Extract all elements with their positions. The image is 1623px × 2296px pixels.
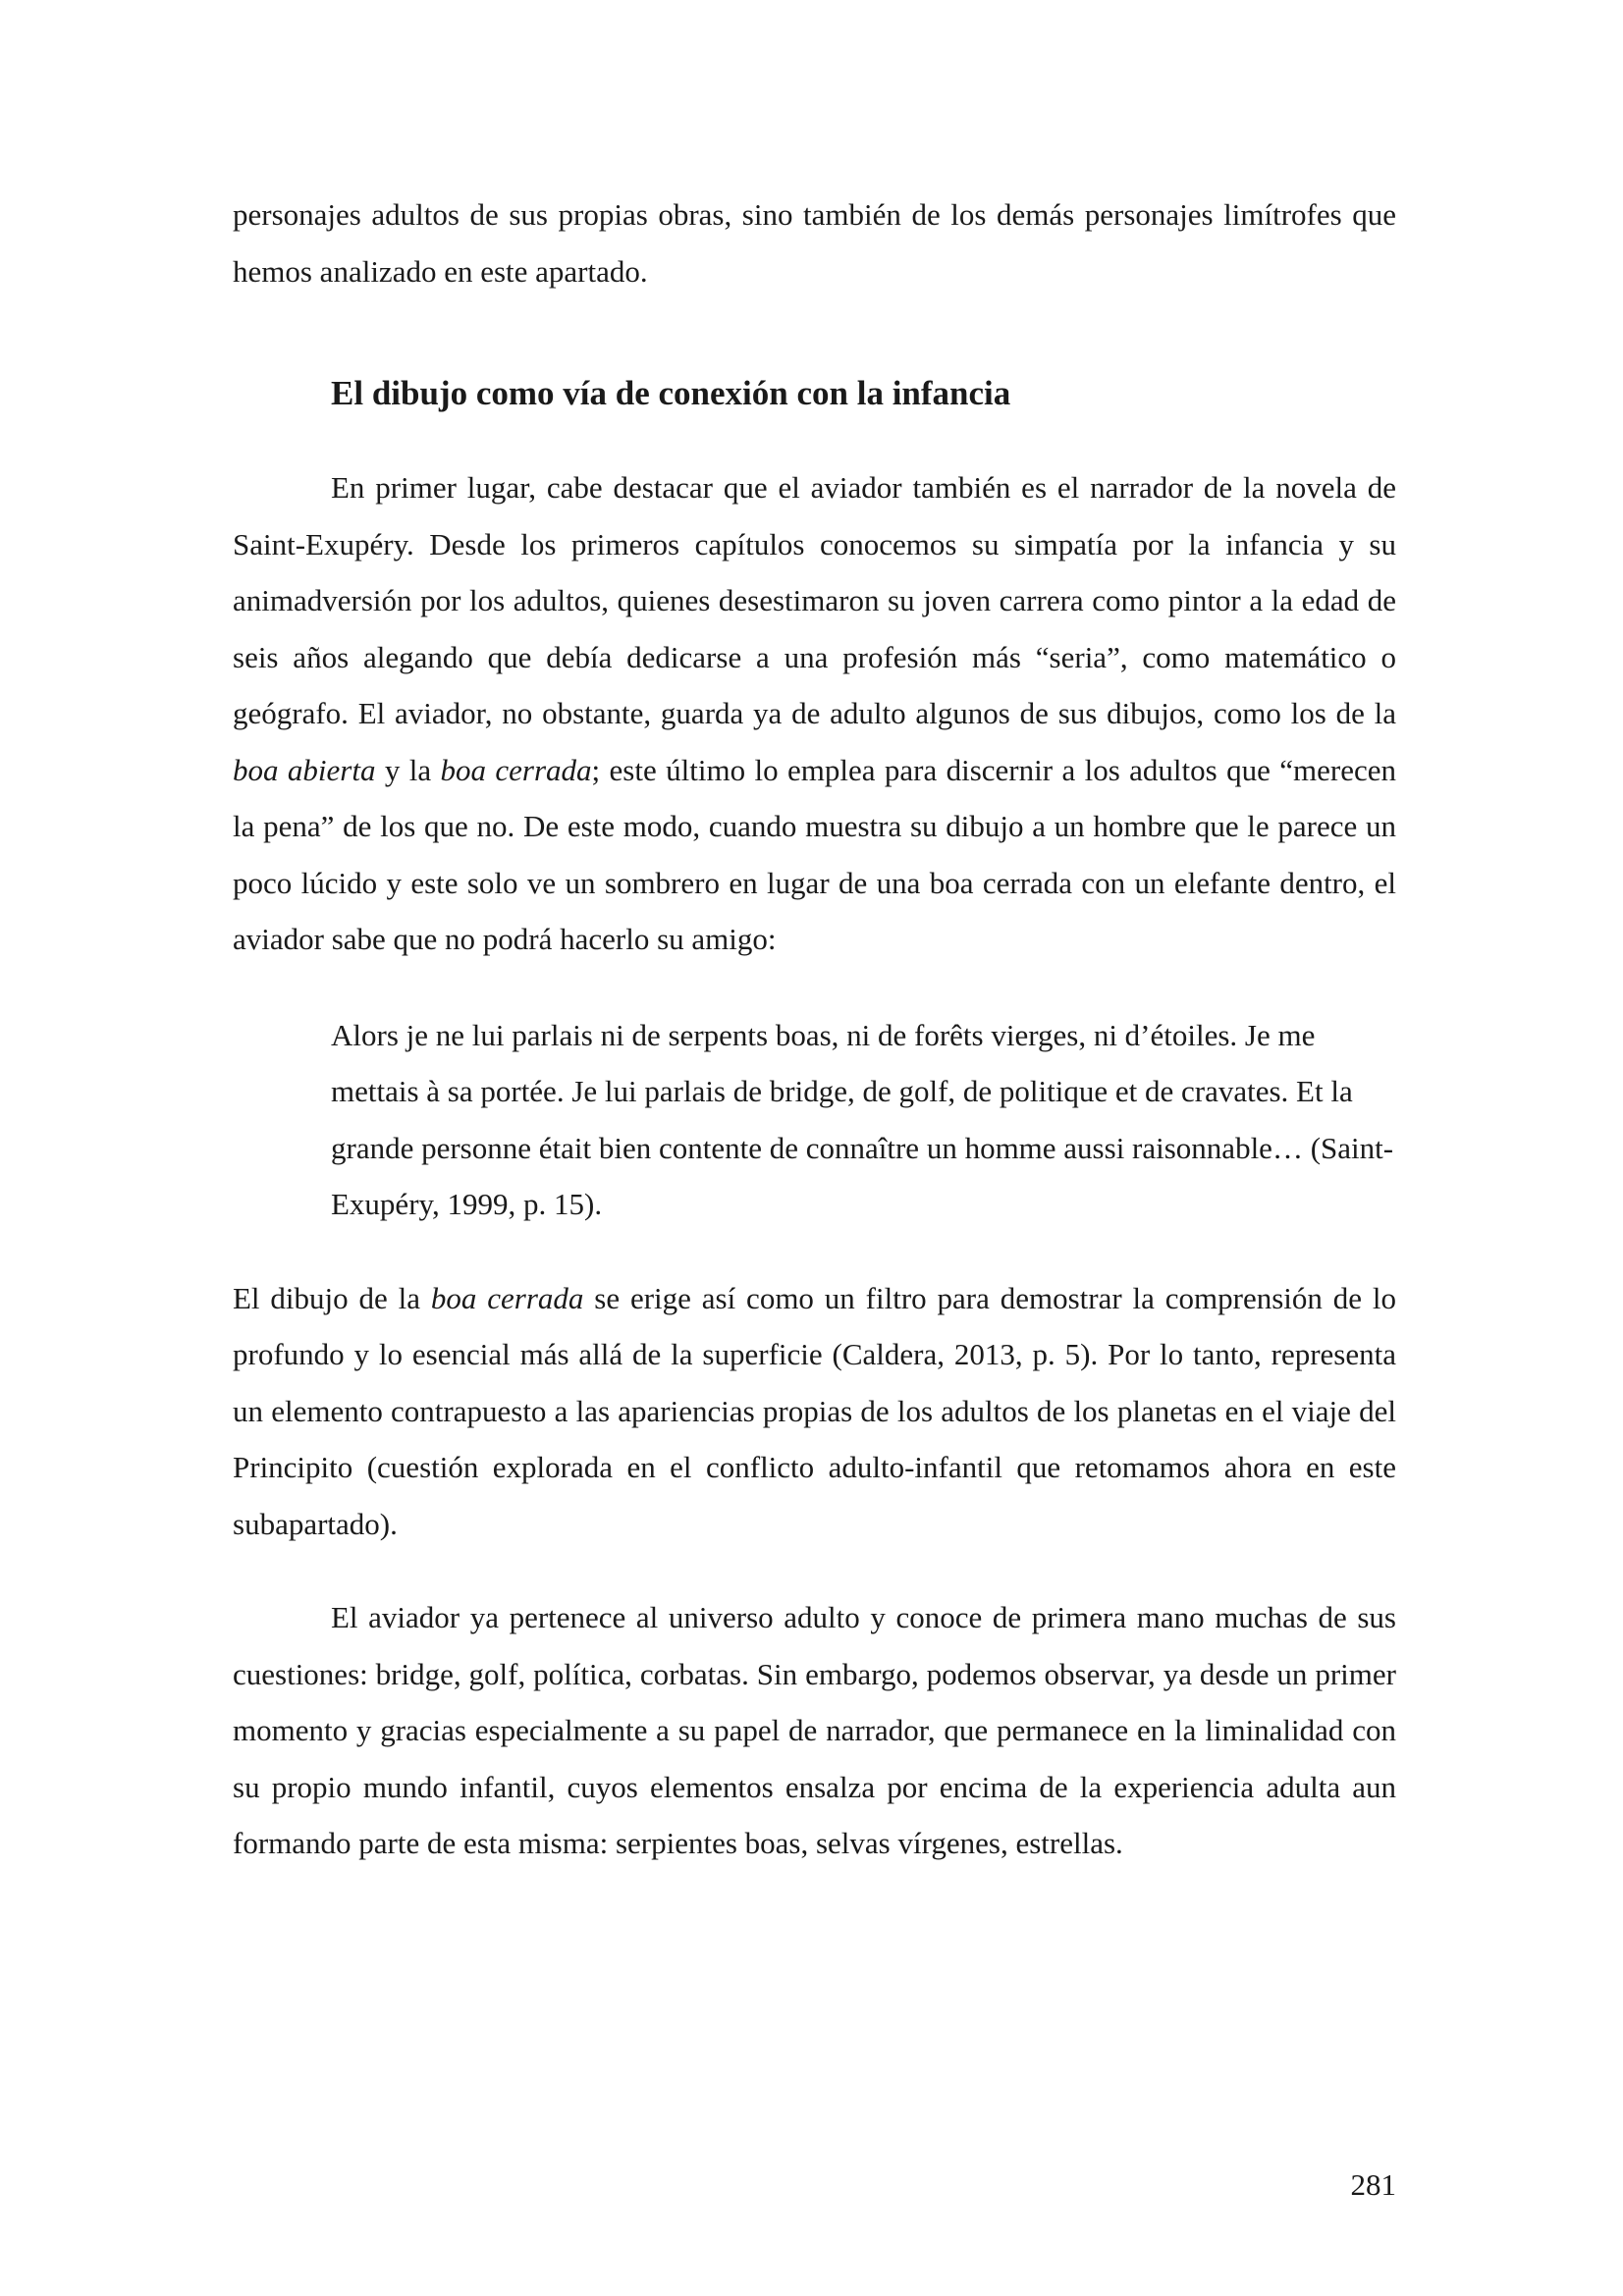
text-run: El dibujo de la (233, 1280, 431, 1315)
italic-term: boa cerrada (440, 752, 592, 787)
text-run: En primer lugar, cabe destacar que el aviador también es el narrador de la novela de Saint-Exupéry. Desde los primeros capítulos conocemos su simpatía por la infancia y su animadversión por los adultos, quienes desestimaron su joven carrera como pintor a la edad de seis años alegando que debía dedicarse a una profesión más “seria”, como matemático o geógrafo. El aviador, no obstante, guarda ya de adulto algunos de sus dibujos, como los de la (233, 470, 1396, 730)
paragraph-adult-universe: El aviador ya pertenece al universo adulto y conoce de primera mano muchas de sus cuestiones: bridge, golf, política, corbatas. Sin embargo, podemos observar, ya desde un primer momento y gracias especialmente a su papel de narrador, que permanece en la liminalidad con su propio mundo infantil, cuyos elementos ensalza por encima de la experiencia adulta aun formando parte de esta misma: serpientes boas, selvas vírgenes, estrellas. (233, 1600, 1396, 1860)
page-number: 281 (1350, 2167, 1396, 2202)
italic-term: boa abierta (233, 752, 376, 787)
text-run: se erige así como un filtro para demostrar la comprensión de lo profundo y lo esencial más allá de la superficie (Caldera, 2013, p. 5). Por lo tanto, representa un elemento contrapuesto a las apariencias propias de los adultos de los planetas en el viaje del Principito (cuestión explorada en el conflicto adulto-infantil que retomamos ahora en este subapartado). (233, 1280, 1397, 1541)
section-heading: El dibujo como vía de conexión con la infancia (331, 374, 1011, 412)
paragraph-continuation: personajes adultos de sus propias obras, sino también de los demás personajes limítrofes que hemos analizado en este apartado. (233, 197, 1396, 289)
text-run: ; este último lo emplea para discernir a los adultos que “merecen la pena” de los que no. De este modo, cuando muestra su dibujo a un hombre que le parece un poco lúcido y este solo ve un sombrero en lugar de una boa cerrada con un elefante dentro, el aviador sabe que no podrá hacerlo su amigo: (233, 752, 1396, 956)
paragraph-boa-filter (233, 1270, 1396, 1553)
italic-term: boa cerrada (430, 1280, 584, 1315)
paragraph-aviator-narrator (233, 459, 1396, 968)
text-run: y la (375, 752, 441, 787)
page-body (233, 187, 1396, 1872)
block-quote: Alors je ne lui parlais ni de serpents boas, ni de forêts vierges, ni d’étoiles. Je me mettais à sa portée. Je lui parlais de bridge, de golf, de politique et de cravates. Et la grande personne était bien contente de connaître un homme aussi raisonnable… (Saint-Exupéry, 1999, p. 15). (331, 1017, 1394, 1221)
